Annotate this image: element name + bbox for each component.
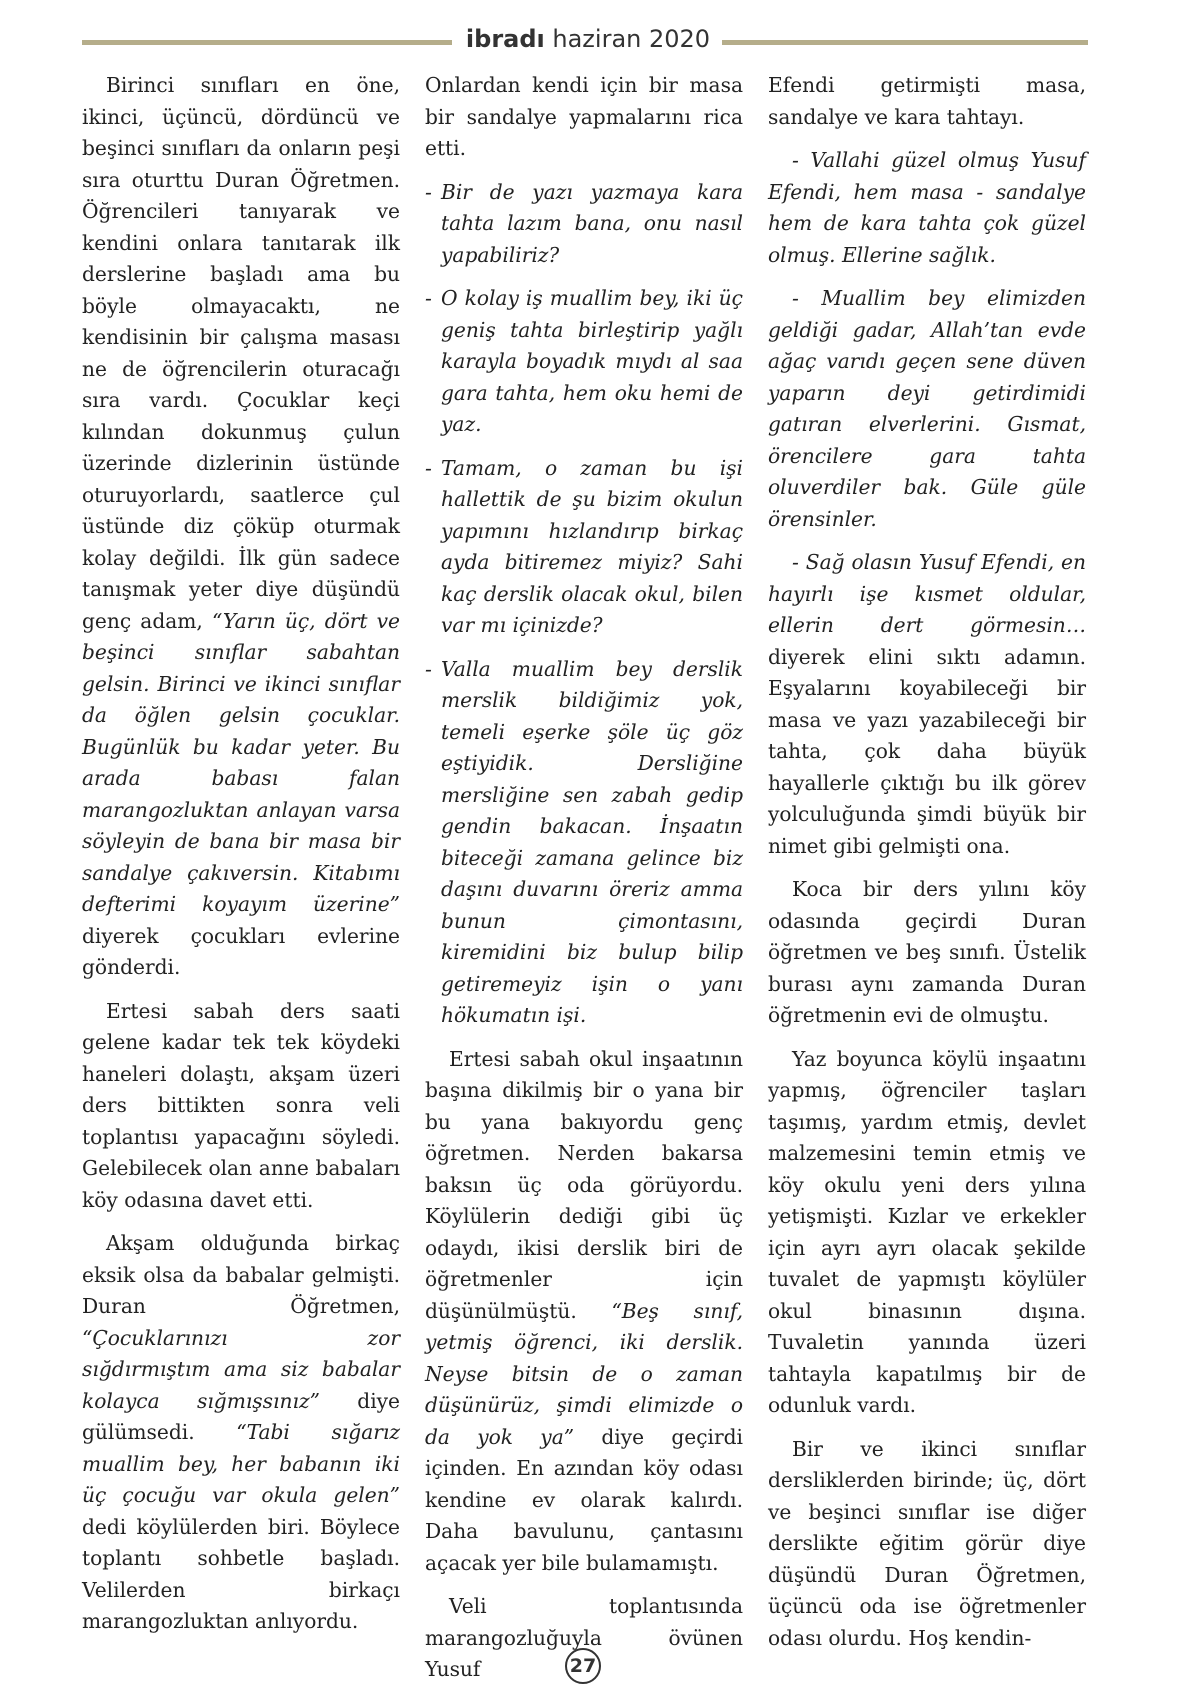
paragraph: Ertesi sabah ders saati gelene kadar tek tek köydeki haneleri dolaştı, akşam üzeri ders bittikten sonra veli toplantısı yapacağını söyledi. Gelebilecek olan anne babaları köy odasına davet etti. bbox=[82, 998, 400, 1212]
text-column-3 bbox=[768, 70, 1086, 1666]
dialogue-line: - Valla muallim bey derslik merslik bildiğimiz yok, temeli eşerke şöle üç göz eştiyidik. Dersliğine mersliğine sen zabah gedip gendin bakacan. İnşaatın biteceği zamana gelince biz daşını duvarını öreriz amma bunun çimontasını, kiremidini biz bulup bilip getiremeyiz işin o yanı hökumatın işi. bbox=[425, 654, 743, 1032]
paragraph: Koca bir ders yılını köy odasında geçirdi Duran öğretmen ve beş sınıfı. Üstelik burası aynı zamanda Duran öğretmenin evi de olmuştu. bbox=[768, 877, 1086, 1027]
paragraph: Bir ve ikinci sınıflar dersliklerden birinde; üç, dört ve beşinci sınıflar ise diğer derslikte eğitim görür diye düşündü Duran Öğretmen, üçüncü oda ise öğretmenler odası olurdu. Hoş kendin- bbox=[768, 1436, 1086, 1650]
text-column-2 bbox=[425, 70, 743, 1698]
paragraph: Akşam olduğunda birkaç eksik olsa da babalar gelmişti. Duran Öğretmen, “Çocuklarınızı zor sığdırmıştım ama siz babalar kolayca sığmışsınız” diye gülümsedi. “Tabi sığarız muallim bey, her babanın iki üç çocuğu var okula gelen” dedi köylülerden biri. Böylece toplantı sohbetle başladı. Velilerden birkaçı marangozluktan anlıyordu. bbox=[82, 1231, 400, 1633]
header-rule-right bbox=[722, 40, 1088, 45]
paragraph: Efendi getirmişti masa, sandalye ve kara tahtayı. bbox=[768, 73, 1086, 129]
magazine-name: ibradı bbox=[465, 25, 545, 53]
page-header bbox=[82, 22, 1088, 56]
paragraph: Birinci sınıfları en öne, ikinci, üçüncü, dördüncü ve beşinci sınıfları da onların peşi sıra oturttu Duran Öğretmen. Öğrencileri tanıyarak ve kendini onlara tanıtarak ilk derslerine başladı ama bu böyle olmayacaktı, ne kendisinin bir çalışma masası ne de öğrencilerin oturacağı sıra vardı. Çocuklar keçi kılından dokunmuş çulun üzerinde dizlerinin üstünde oturuyorlardı, saatlerce çul üstünde diz çöküp oturmak kolay değildi. İlk gün sadece tanışmak yeter diye düşündü genç adam, “Yarın üç, dört ve beşinci sınıflar sabahtan gelsin. Birinci ve ikinci sınıflar da öğlen gelsin çocuklar. Bugünlük bu kadar yeter. Bu arada babası falan marangozluktan anlayan varsa söyleyin de bana bir masa bir sandalye çakıversin. Kitabımı defterimi koyayım üzerine” diyerek çocukları evlerine gönderdi. bbox=[82, 73, 401, 979]
text-column-1 bbox=[82, 70, 400, 1650]
page-number: 27 bbox=[565, 1648, 601, 1684]
paragraph: Veli toplantısında marangozluğuyla övünen Yusuf bbox=[425, 1594, 743, 1681]
issue-date: haziran 2020 bbox=[552, 25, 711, 53]
dialogue-line: - Sağ olasın Yusuf Efendi, en hayırlı işe kısmet oldular, ellerin dert görmesin… diyerek elini sıktı adamın. Eşyalarını koyabileceği bir masa ve yazı yazabileceği bir tahta, çok daha büyük hayallerle çıktığı bu ilk görev yolculuğunda şimdi büyük bir nimet gibi gelmişti ona. bbox=[768, 550, 1086, 858]
dialogue-line: - Vallahi güzel olmuş Yusuf Efendi, hem masa - sandalye hem de kara tahta çok güzel olmuş. Ellerine sağlık. bbox=[768, 148, 1086, 267]
header-rule-left bbox=[82, 40, 452, 45]
dialogue-line: - Muallim bey elimizden geldiği gadar, Allah’tan evde ağaç varıdı geçen sene düven yaparın deyi getirdimidi gatıran elverlerini. Gısmat, örencilere gara tahta oluverdiler bak. Güle güle örensinler. bbox=[768, 286, 1086, 531]
paragraph: Yaz boyunca köylü inşaatını yapmış, öğrenciler taşları taşımış, yardım etmiş, devlet malzemesini temin etmiş ve köy okulu yeni ders yılına yetişmişti. Kızlar ve erkekler için ayrı ayrı olacak şekilde tuvalet de yapmıştı köylüler okul binasının dışına. Tuvaletin yanında üzeri tahtayla kapatılmış bir de odunluk vardı. bbox=[768, 1046, 1086, 1417]
paragraph: Ertesi sabah okul inşaatının başına dikilmiş bir o yana bir bu yana bakıyordu genç öğretmen. Nerden bakarsa baksın üç oda görüyordu. Köylülerin dediği gibi üç odaydı, ikisi derslik biri de öğretmenler için düşünülmüştü. “Beş sınıf, yetmiş öğrenci, iki derslik. Neyse bitsin de o zaman düşünürüz, şimdi elimizde o da yok ya” diye geçirdi içinden. En azından köy odası kendine ev olarak kalırdı. Daha bavulunu, çantasını açacak yer bile bulamamıştı. bbox=[425, 1046, 744, 1575]
dialogue-line: - O kolay iş muallim bey, iki üç geniş tahta birleştirip yağlı karayla boyadık mıydı al saa gara tahta, hem oku hemi de yaz. bbox=[425, 283, 743, 441]
dialogue-line: - Bir de yazı yazmaya kara tahta lazım bana, onu nasıl yapabiliriz? bbox=[425, 177, 743, 272]
dialogue-line: - Tamam, o zaman bu işi hallettik de şu bizim okulun yapımını hızlandırıp birkaç ayda bitiremez miyiz? Sahi kaç derslik olacak okul, bilen var mı içinizde? bbox=[425, 453, 743, 642]
paragraph: Onlardan kendi için bir masa bir sandalye yapmalarını rica etti. bbox=[425, 73, 743, 160]
header-title bbox=[462, 22, 714, 56]
